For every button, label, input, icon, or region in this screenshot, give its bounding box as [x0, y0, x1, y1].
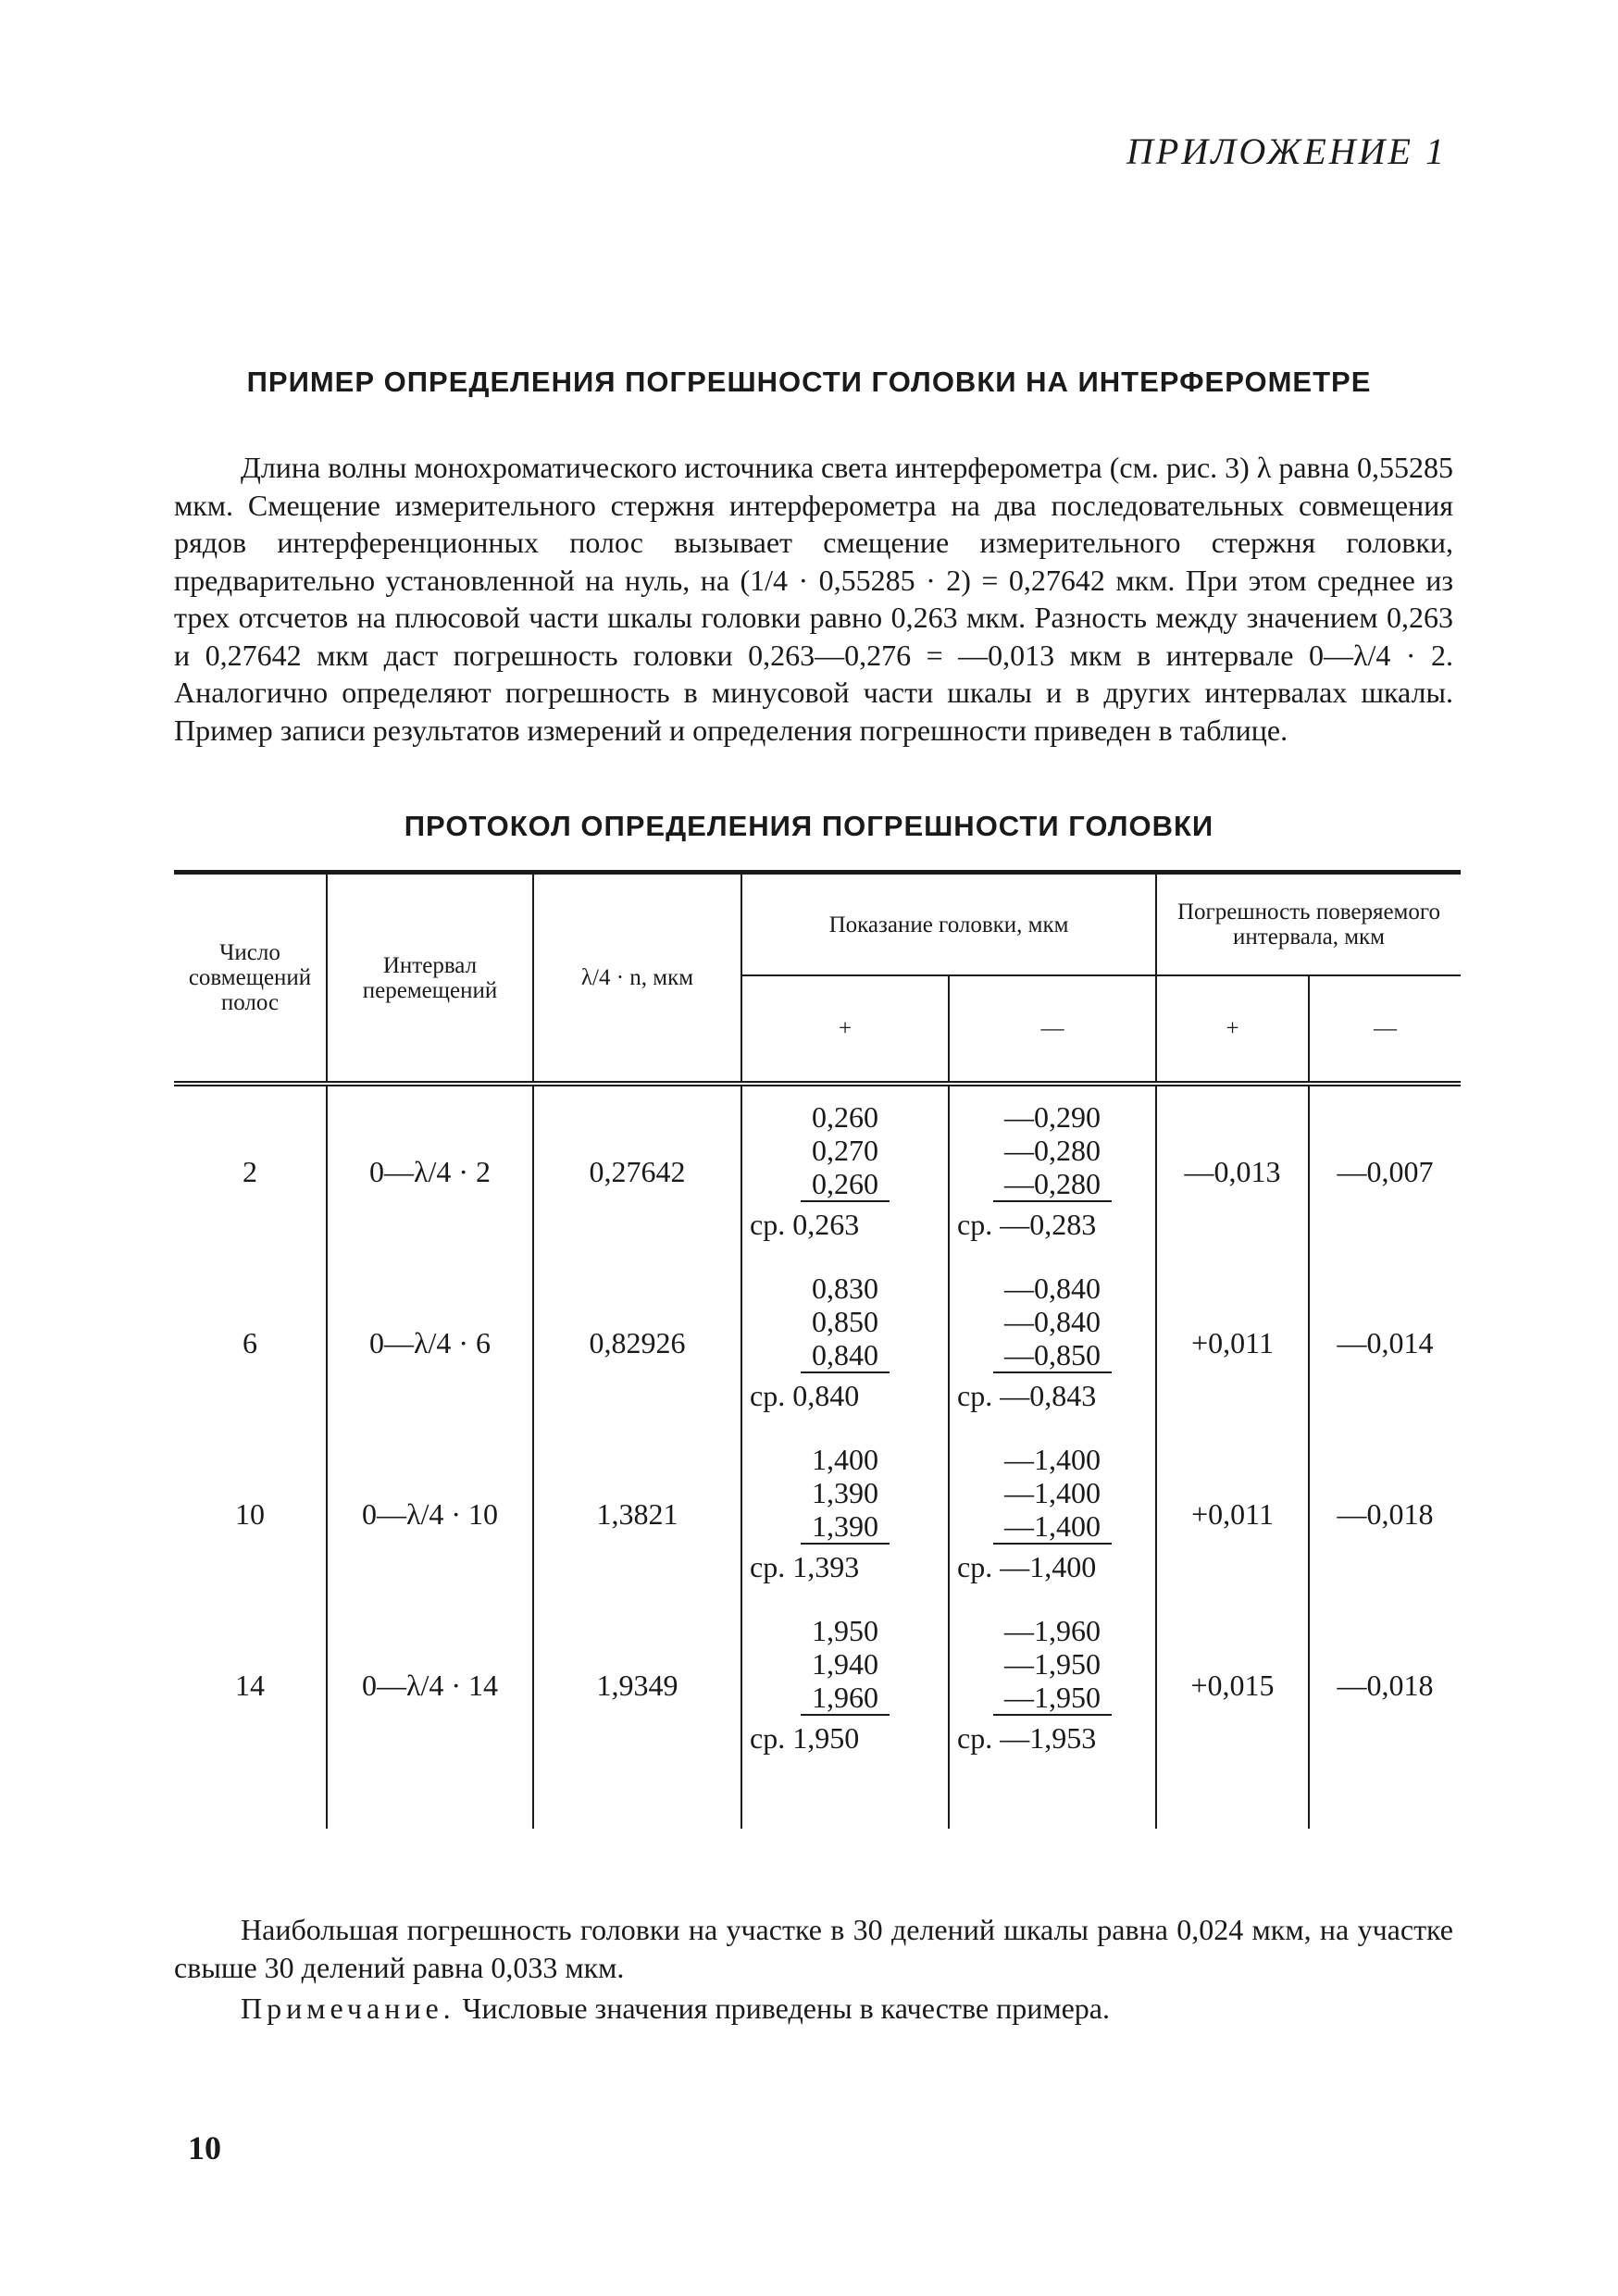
minus-average: ср. —1,953 — [957, 1720, 1097, 1755]
header-interval: Интервал перемещений — [327, 873, 533, 1085]
minus-readings — [993, 1272, 1112, 1373]
table-filler-row — [174, 1771, 1461, 1829]
count-cell: 10 — [235, 1497, 265, 1531]
error-plus-cell: +0,011 — [1156, 1258, 1309, 1429]
intro-text: Длина волны монохроматического источника света интерферометра (см. рис. 3) λ равна 0,55285 мкм. Смещение измерительного стержня интерферометра на два последовательных совмещения рядов интерференционных полос вызывает смещение измерительного стержня головки, предварительно установленной на нуль, на (1/4 · 0,55285 · 2) = 0,27642 мкм. При этом среднее из трех отсчетов на плюсовой части шкалы головки равно 0,263 мкм. Разность между значением 0,263 и 0,27642 мкм даст погрешность головки 0,263—0,276 = —0,013 мкм в интервале 0—λ/4 · 2. Аналогично определяют погрешность в минусовой части шкалы и в других интервалах шкалы. Пример записи результатов измерений и определения погрешности приведен в таблице. — [174, 451, 1453, 747]
table-row — [174, 1084, 1461, 1258]
reading-value: —0,280 — [1004, 1133, 1101, 1167]
reading-value: —1,950 — [993, 1681, 1112, 1716]
table-row — [174, 1258, 1461, 1429]
appendix-label: ПРИЛОЖЕНИЕ 1 — [1126, 130, 1447, 172]
page-number: 10 — [188, 2129, 221, 2166]
reading-value: —1,400 — [1004, 1442, 1101, 1476]
header-reading: Показание головки, мкм — [741, 873, 1156, 976]
minus-readings — [993, 1614, 1112, 1716]
conclusion-block — [174, 1911, 1453, 2028]
minus-readings-cell — [949, 1258, 1156, 1429]
lambda-cell: 1,3821 — [533, 1429, 741, 1600]
reading-value: 1,940 — [812, 1646, 878, 1681]
plus-readings — [801, 1443, 890, 1545]
minus-average: ср. —1,400 — [957, 1549, 1097, 1583]
error-minus-cell: —0,018 — [1309, 1429, 1461, 1600]
reading-value: 0,850 — [812, 1304, 878, 1338]
reading-value: —0,280 — [993, 1167, 1112, 1202]
section-title: ПРИМЕР ОПРЕДЕЛЕНИЯ ПОГРЕШНОСТИ ГОЛОВКИ НА ИНТЕРФЕРОМЕТРЕ — [246, 366, 1372, 398]
header-lambda: λ/4 · n, мкм — [533, 873, 741, 1085]
minus-readings-cell — [949, 1429, 1156, 1600]
error-minus-cell: —0,014 — [1309, 1258, 1461, 1429]
reading-value: 1,390 — [801, 1509, 890, 1545]
minus-readings — [993, 1443, 1112, 1545]
reading-value: 0,840 — [801, 1338, 890, 1373]
error-plus-cell: +0,015 — [1156, 1600, 1309, 1771]
header-error: Погрешность поверяемого интервала, мкм — [1156, 873, 1461, 976]
plus-average: ср. 1,393 — [750, 1549, 860, 1583]
plus-readings-cell — [741, 1258, 949, 1429]
error-plus-cell: —0,013 — [1156, 1084, 1309, 1258]
minus-readings-cell — [949, 1084, 1156, 1258]
plus-readings — [801, 1272, 890, 1373]
lambda-cell: 1,9349 — [533, 1600, 741, 1771]
minus-average: ср. —0,843 — [957, 1378, 1097, 1412]
interval-cell: 0—λ/4 · 2 — [327, 1084, 533, 1258]
reading-value: 1,960 — [801, 1681, 890, 1716]
conclusion-text: Наибольшая погрешность головки на участке в 30 делений шкалы равна 0,024 мкм, на участке свыше 30 делений равна 0,033 мкм. — [174, 1913, 1453, 1984]
header-count: Число совмещений полос — [188, 940, 312, 1015]
count-cell: 2 — [174, 1084, 327, 1258]
reading-value: —0,840 — [1004, 1304, 1101, 1338]
reading-value: 0,260 — [801, 1167, 890, 1202]
count-cell: 14 — [235, 1669, 265, 1702]
plus-readings-cell — [741, 1600, 949, 1771]
protocol-table — [174, 870, 1461, 1829]
note-label: Примечание. — [241, 1992, 455, 2025]
header-reading-minus: — — [949, 975, 1156, 1084]
count-cell: 6 — [243, 1326, 257, 1359]
reading-value: —0,850 — [993, 1338, 1112, 1373]
interval-cell: 0—λ/4 · 6 — [327, 1258, 533, 1429]
table-title: ПРОТОКОЛ ОПРЕДЕЛЕНИЯ ПОГРЕШНОСТИ ГОЛОВКИ — [404, 810, 1214, 842]
plus-average: ср. 0,840 — [750, 1378, 860, 1412]
table-row — [174, 1429, 1461, 1600]
header-error-plus: + — [1156, 975, 1309, 1084]
note — [174, 1990, 1453, 2028]
reading-value: 0,830 — [812, 1271, 878, 1305]
plus-average: ср. 1,950 — [750, 1720, 860, 1755]
minus-average: ср. —0,283 — [957, 1207, 1097, 1241]
note-text: Числовые значения приведены в качестве примера. — [462, 1992, 1110, 2025]
reading-value: 1,390 — [812, 1475, 878, 1509]
reading-value: 0,270 — [812, 1133, 878, 1167]
reading-value: 1,950 — [812, 1613, 878, 1647]
minus-readings-cell — [949, 1600, 1156, 1771]
reading-value: 1,400 — [812, 1442, 878, 1476]
table-row — [174, 1600, 1461, 1771]
header-error-minus: — — [1309, 975, 1461, 1084]
lambda-cell: 0,82926 — [533, 1258, 741, 1429]
plus-average: ср. 0,263 — [750, 1207, 860, 1241]
reading-value: —1,960 — [1004, 1613, 1101, 1647]
interval-cell: 0—λ/4 · 14 — [327, 1600, 533, 1771]
reading-value: —0,840 — [1004, 1271, 1101, 1305]
plus-readings-cell — [741, 1429, 949, 1600]
error-plus-cell: +0,011 — [1156, 1429, 1309, 1600]
minus-readings — [993, 1100, 1112, 1202]
reading-value: —1,400 — [1004, 1475, 1101, 1509]
header-reading-plus: + — [741, 975, 949, 1084]
plus-readings-cell — [741, 1084, 949, 1258]
plus-readings — [801, 1100, 890, 1202]
error-minus-cell: —0,007 — [1309, 1084, 1461, 1258]
intro-paragraph — [174, 449, 1453, 749]
interval-cell: 0—λ/4 · 10 — [327, 1429, 533, 1600]
plus-readings — [801, 1614, 890, 1716]
reading-value: —1,950 — [1004, 1646, 1101, 1681]
reading-value: 0,260 — [812, 1099, 878, 1134]
error-minus-cell: —0,018 — [1309, 1600, 1461, 1771]
reading-value: —1,400 — [993, 1509, 1112, 1545]
reading-value: —0,290 — [1004, 1099, 1101, 1134]
lambda-cell: 0,27642 — [533, 1084, 741, 1258]
